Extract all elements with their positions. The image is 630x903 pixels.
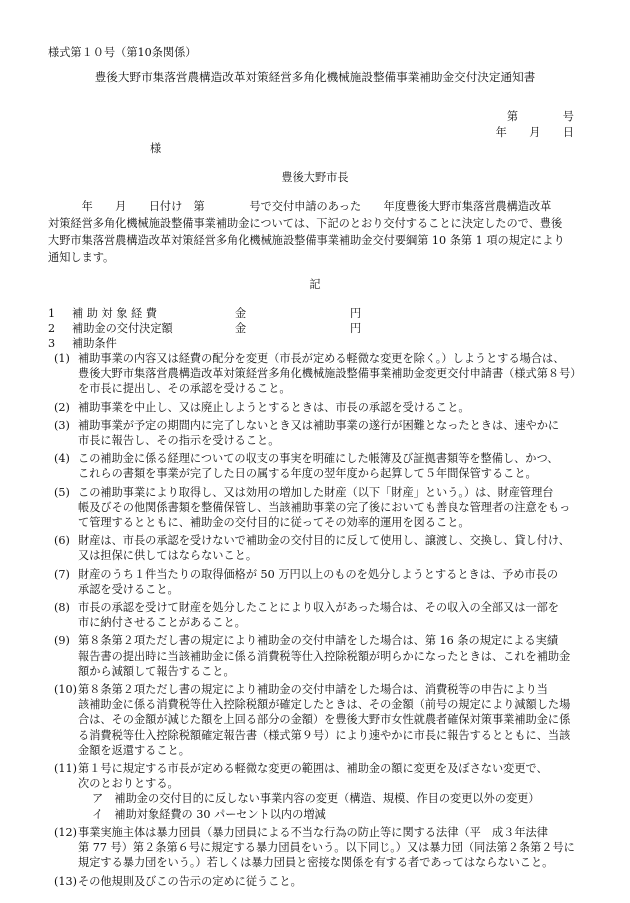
condition-item (54, 485, 599, 531)
item-number: 2 (48, 322, 56, 335)
condition-line: この補助金に係る経理についての収支の事実を明確にした帳簿及び証拠書類等を整備し、かつ、 (78, 452, 559, 466)
condition-line: 又は担保に供してはならないこと。 (78, 549, 258, 563)
condition-item (54, 351, 599, 397)
condition-item (54, 451, 599, 481)
condition-item (54, 682, 599, 758)
form-number: 様式第１０号（第10条関係） (48, 46, 197, 59)
document-title: 豊後大野市集落営農構造改革対策経営多角化機械施設整備事業補助金交付決定通知書 (94, 70, 536, 84)
conditions-list (54, 351, 599, 892)
condition-number: (2) (54, 400, 70, 414)
item-number: 1 (48, 307, 56, 320)
condition-line: その他規則及びこの告示の定めに従うこと。 (78, 874, 302, 888)
condition-line: 財産は、市長の承認を受けないで補助金の交付目的に反して使用し、譲渡し、交換し、貸し付け、 (78, 534, 570, 548)
condition-subitem: ア 補助金の交付目的に反しない事業内容の変更（構造、規模、作目の変更以外の変更） (92, 792, 540, 806)
condition-line: 事業実施主体は暴力団員（暴力団員による不当な行為の防止等に関する法律（平 成３年法律 (78, 825, 548, 839)
condition-line: 補助事業が予定の期間内に完了しないとき又は補助事業の遂行が困難となったときは、速やかに (78, 418, 560, 432)
condition-line: 補助事業を中止し、又は廃止しようとするときは、市長の承認を受けること。 (78, 400, 470, 414)
intro-line: 年 月 日付け 第 号で交付申請のあった 年度豊後大野市集落営農構造改革 (48, 200, 552, 213)
item-list (48, 306, 588, 351)
item-label: 補助金の交付決定額 (72, 322, 173, 335)
condition-item (54, 874, 599, 889)
condition-line: る消費税等仕入控除税額確定報告書（様式第９号）により速やかに市長に報告するとともに、当該 (78, 728, 571, 742)
condition-line: 補助事業の内容又は経費の配分を変更（市長が定める軽微な変更を除く。）しようとする場合は、 (78, 352, 565, 365)
condition-item (54, 633, 599, 679)
item-unit: 円 (350, 322, 362, 335)
issuer: 豊後大野市長 (281, 171, 349, 184)
condition-number: (4) (54, 452, 70, 466)
condition-number: (3) (54, 418, 70, 432)
condition-line: 該補助金に係る消費税等仕入控除税額が確定したときは、その金額（前号の規定により減額した場 (78, 698, 571, 712)
condition-subitem: イ 補助対象経費の 30 パーセント以内の増減 (92, 807, 326, 821)
condition-number: (13) (54, 874, 77, 888)
condition-item (54, 600, 599, 630)
condition-number: (10) (54, 683, 77, 697)
condition-line: 市長の承認を受けて財産を処分したことにより収入があった場合は、その収入の全部又は一部を (78, 601, 559, 615)
condition-number: (8) (54, 601, 70, 615)
condition-line: 次のとおりとする。 (78, 777, 179, 791)
item-row (48, 336, 588, 351)
item-prefix: 金 (235, 322, 247, 335)
condition-item (54, 533, 599, 563)
condition-number: (1) (54, 352, 70, 365)
condition-number: (12) (54, 825, 77, 839)
condition-line: て管理するとともに、補助金の交付目的に従ってその効率的運用を図ること。 (78, 516, 470, 530)
condition-line: 第１号に規定する市長が定める軽微な変更の範囲は、補助金の額に変更を及ぼさない変更で、 (78, 762, 548, 776)
condition-line: 合は、その金額が減じた額を上回る部分の金額）を豊後大野市女性就農者確保対策事業補助金に係 (78, 713, 571, 727)
condition-item (54, 400, 599, 415)
condition-line: 報告書の提出時に当該補助金に係る消費税等仕入控除税額が明らかになったときは、これを補助金 (78, 649, 571, 663)
condition-line: 規定する暴力団をいう。）若しくは暴力団員と密接な関係を有する者であってはならないこと。 (78, 856, 554, 870)
item-number: 3 (48, 337, 56, 350)
item-label: 補助条件 (72, 337, 117, 350)
condition-line: 豊後大野市集落営農構造改革対策経営多角化機械施設整備事業補助金変更交付申請書（様式第８号） (78, 367, 582, 381)
condition-line: 第８条第２項ただし書の規定により補助金の交付申請をした場合は、消費税等の申告により当 (78, 683, 548, 697)
condition-line: これらの書類を事業が完了した日の属する年度の翌年度から起算して５年間保管すること。 (78, 467, 537, 481)
condition-number: (7) (54, 567, 70, 581)
condition-line: この補助事業により取得し、又は効用の増加した財産（以下「財産」という。）は、財産管理台 (78, 485, 554, 499)
condition-line: 金額を返還すること。 (78, 743, 190, 757)
condition-line: 市長に報告し、その指示を受けること。 (78, 434, 280, 448)
condition-line: を市長に提出し、その承認を受けること。 (78, 382, 291, 396)
condition-line: 財産のうち１件当たりの取得価格が 50 万円以上のものを処分しようとするときは、予め市長の (78, 567, 559, 581)
condition-item (54, 761, 599, 822)
condition-line: 額から減額して報告すること。 (78, 664, 235, 678)
condition-item (54, 825, 599, 871)
condition-number: (5) (54, 485, 70, 499)
document-date: 年 月 日 (495, 126, 574, 139)
intro-line: 大野市集落営農構造改革対策経営多角化機械施設整備事業補助金交付要綱第 10 条第 1 項の規定により (48, 234, 565, 247)
item-prefix: 金 (235, 307, 247, 320)
condition-line: 帳及びその他関係書類を整備保管し、当該補助事業の完了後においても善良な管理者の注意をもっ (78, 500, 571, 514)
addressee: 様 (150, 142, 162, 155)
item-row (48, 306, 588, 321)
item-label: 補 助 対 象 経 費 (72, 307, 157, 320)
condition-line: 第 77 号）第２条第６号に規定する暴力団員をいう。以下同じ。）又は暴力団（同法第２条第２号に (78, 841, 575, 855)
item-unit: 円 (350, 307, 362, 320)
condition-number: (11) (54, 762, 77, 776)
condition-line: 第８条第２項ただし書の規定により補助金の交付申請をした場合は、第 16 条の規定による実績 (78, 634, 559, 648)
intro-paragraph (48, 198, 588, 266)
document-number: 第 号 (506, 110, 574, 123)
intro-line: 通知します。 (48, 251, 115, 264)
condition-item (54, 567, 599, 597)
condition-item (54, 418, 599, 448)
condition-line: 市に納付させることがあること。 (78, 616, 246, 630)
intro-line: 対策経営多角化機械施設整備事業補助金については、下記のとおり交付することに決定したので、豊後 (48, 217, 563, 230)
condition-number: (6) (54, 534, 70, 548)
item-row (48, 321, 588, 336)
condition-line: 承認を受けること。 (78, 582, 179, 596)
ki-heading: 記 (309, 278, 321, 291)
condition-number: (9) (54, 634, 70, 648)
